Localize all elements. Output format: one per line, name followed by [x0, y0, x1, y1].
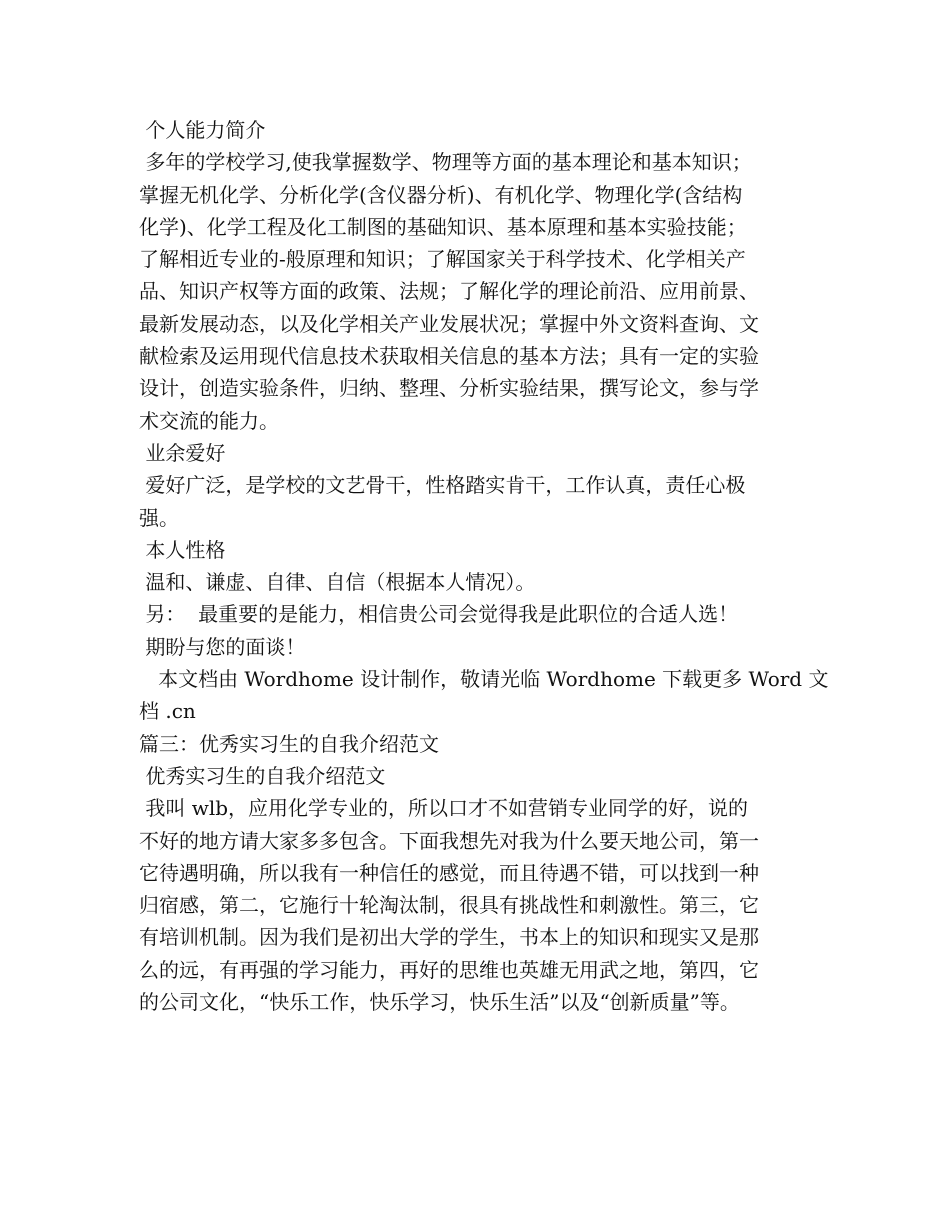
document-body	[139, 114, 839, 1018]
paragraph-line: 品、知识产权等方面的政策、法规；了解化学的理论前沿、应用前景、	[139, 279, 759, 304]
section-heading-personal-ability: 个人能力简介	[139, 118, 266, 142]
paragraph-line: 爱好广泛，是学校的文艺骨干，性格踏实肯干，工作认真，责任心极	[139, 473, 746, 498]
paragraph-line: 不好的地方请大家多多包含。下面我想先对我为什么要天地公司，第一	[139, 828, 759, 853]
chapter-heading-part-three: 篇三：优秀实习生的自我介绍范文	[139, 731, 439, 756]
paragraph-line: 的公司文化，“快乐工作，快乐学习，快乐生活”以及“创新质量”等。	[139, 990, 740, 1015]
article-title: 优秀实习生的自我介绍范文	[139, 763, 386, 788]
section-heading-personality: 本人性格	[139, 537, 226, 562]
watermark-note-line: 本文档由 Wordhome 设计制作，敬请光临 Wordhome 下载更多 Word 文	[139, 667, 829, 692]
paragraph-line: 术交流的能力。	[139, 408, 279, 433]
paragraph-line: 献检索及运用现代信息技术获取相关信息的基本方法；具有一定的实验	[139, 344, 759, 369]
paragraph-line: 设计，创造实验条件，归纳、整理、分析实验结果，撰写论文，参与学	[139, 376, 759, 401]
paragraph-line: 化学)、化学工程及化工制图的基础知识、基本原理和基本实验技能；	[139, 214, 747, 239]
paragraph-line: 温和、谦虚、自律、自信（根据本人情况）。	[139, 570, 536, 595]
paragraph-line: 期盼与您的面谈！	[139, 634, 306, 659]
paragraph-line: 它待遇明确，所以我有一种信任的感觉，而且待遇不错，可以找到一种	[139, 860, 759, 885]
paragraph-line: 我叫 wlb，应用化学专业的，所以口才不如营销专业同学的好，说的	[139, 796, 749, 821]
watermark-note-line: 档 .cn	[139, 699, 196, 724]
paragraph-line: 多年的学校学习,使我掌握数学、物理等方面的基本理论和基本知识；	[139, 150, 752, 175]
paragraph-line: 了解相近专业的-般原理和知识；了解国家关于科学技术、化学相关产	[139, 247, 746, 272]
paragraph-line: 强。	[139, 505, 179, 530]
paragraph-line: 另： 最重要的是能力，相信贵公司会觉得我是此职位的合适人选！	[139, 602, 739, 627]
section-heading-hobbies: 业余爱好	[139, 440, 226, 465]
paragraph-line: 有培训机制。因为我们是初出大学的学生，书本上的知识和现实又是那	[139, 925, 759, 950]
paragraph-line: 最新发展动态，以及化学相关产业发展状况；掌握中外文资料查询、文	[139, 311, 759, 336]
paragraph-line: 掌握无机化学、分析化学(含仪器分析)、有机化学、物理化学(含结构	[139, 182, 743, 207]
paragraph-line: 么的远，有再强的学习能力，再好的思维也英雄无用武之地，第四，它	[139, 957, 759, 982]
paragraph-line: 归宿感，第二，它施行十轮淘汰制，很具有挑战性和刺激性。第三，它	[139, 893, 759, 918]
